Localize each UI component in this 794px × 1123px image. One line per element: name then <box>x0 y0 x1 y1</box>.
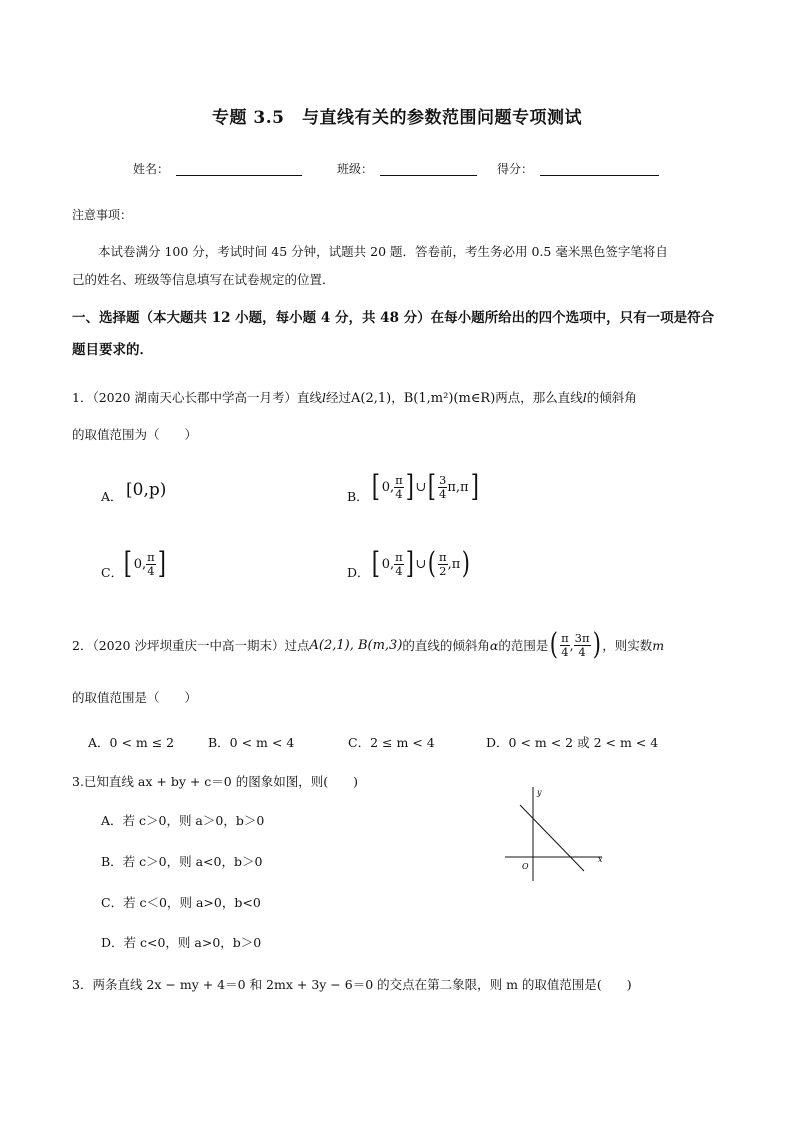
q3a-option-d[interactable]: D．若 c<0，则 a>0，b＞0 <box>101 935 262 950</box>
class-label: 班级： <box>337 162 374 176</box>
q2-mid: 的直线的倾斜角 <box>402 638 490 653</box>
q1-point-b: B(1,m²)(m∈R) <box>403 391 496 406</box>
q3a-option-b[interactable]: B．若 c＞0，则 a<0，b＞0 <box>101 854 263 869</box>
q2-option-c[interactable]: C．2 ≤ m < 4 <box>348 735 435 750</box>
q2-m: m <box>652 637 665 653</box>
notice-line-1: 本试卷满分 100 分，考试时间 45 分钟，试题共 20 题．答卷前，考生务必用 0.5 毫米黑色签字笔将自 <box>98 244 668 259</box>
q1-option-d-math: [ 0, $\frac{\pi}{4}$ ] ∪ ( $\frac{\pi}{2}$ ,π ) <box>371 546 471 581</box>
q1-comma: ， <box>391 390 404 405</box>
q1-suffix-2: 的倾斜角 <box>586 390 637 405</box>
q1-option-d-label[interactable]: D． <box>347 565 370 580</box>
q3a-option-c[interactable]: C．若 c＜0，则 a>0，b<0 <box>101 895 261 910</box>
score-field[interactable] <box>540 160 659 176</box>
q2-mid-2: 的范围是 <box>498 638 549 653</box>
q1-prefix: 1．（2020 湖南天心长郡中学高一月考）直线 <box>72 390 322 405</box>
section-heading-line-2: 题目要求的． <box>72 342 153 358</box>
section-heading-line-1: 一、选择题（本大题共 12 小题，每小题 4 分，共 48 分）在每小题所给出的四个选项中，只有一项是符合 <box>72 310 715 326</box>
graph-y-label: y <box>537 788 542 797</box>
q1-option-c-label[interactable]: C． <box>101 565 124 580</box>
score-label: 得分： <box>497 162 534 176</box>
q1-line-l-2: l <box>582 390 587 405</box>
line-graph <box>500 783 610 883</box>
q2-option-a[interactable]: A．0 < m ≤ 2 <box>88 735 175 750</box>
notice-line-2: 己的姓名、班级等信息填写在试卷规定的位置． <box>72 272 335 287</box>
q2-alpha: α <box>489 637 499 653</box>
q1-stem <box>72 388 637 406</box>
graph-line <box>520 805 584 871</box>
q1-option-c-math: [ 0, $\frac{\pi}{4}$ ] <box>123 546 166 581</box>
q2-prefix: 2．（2020 沙坪坝重庆一中高一期末）过点 <box>72 638 310 653</box>
q1-stem-line-2: 的取值范围为（ ） <box>72 427 198 442</box>
name-label: 姓名： <box>133 162 170 176</box>
name-field[interactable] <box>176 160 302 176</box>
graph-origin-label: O <box>522 862 529 871</box>
q1-suffix: 两点，那么直线 <box>495 390 583 405</box>
q1-option-a-math: [0,p) <box>126 480 167 500</box>
q1-option-b-math: [ 0, $\frac{\pi}{4}$ ] ∪ [ $\frac{3}{4}$ π,π ] <box>371 469 479 504</box>
q2-points: A(2,1), B(m,3) <box>309 637 403 653</box>
q1-option-a-label[interactable]: A． <box>101 489 123 504</box>
q2-option-b[interactable]: B．0 < m < 4 <box>208 735 295 750</box>
q2-stem-line-2: 的取值范围是（ ） <box>72 690 198 705</box>
q1-pass: 经过 <box>326 390 352 405</box>
q2-stem: 2．（2020 沙坪坝重庆一中高一期末）过点 A(2,1), B(m,3) 的直线的倾斜角 α 的范围是 ( $\frac{\pi}{4}$ , $\frac{3\pi}{4}$ ) ，则实数 m <box>72 627 665 662</box>
q2-suffix: ，则实数 <box>602 638 653 653</box>
q3a-option-a[interactable]: A．若 c＞0，则 a＞0，b＞0 <box>101 813 265 828</box>
notice-heading: 注意事项： <box>72 208 133 222</box>
q1-option-b-label[interactable]: B． <box>347 489 369 504</box>
page-title: 专题 3.5 与直线有关的参数范围问题专项测试 <box>212 108 582 128</box>
class-field[interactable] <box>380 160 477 176</box>
graph-x-label: x <box>598 855 603 864</box>
q2-option-d[interactable]: D．0 < m < 2 或 2 < m < 4 <box>486 735 659 750</box>
q3b-stem: 3．两条直线 2x − my + 4＝0 和 2mx + 3y − 6＝0 的交点在第二象限，则 m 的取值范围是( ) <box>72 977 632 992</box>
q1-line-l: l <box>322 390 326 405</box>
q3a-stem: 3.已知直线 ax + by + c＝0 的图象如图，则( ) <box>72 774 358 789</box>
q1-point-a: A(2,1) <box>351 391 392 406</box>
